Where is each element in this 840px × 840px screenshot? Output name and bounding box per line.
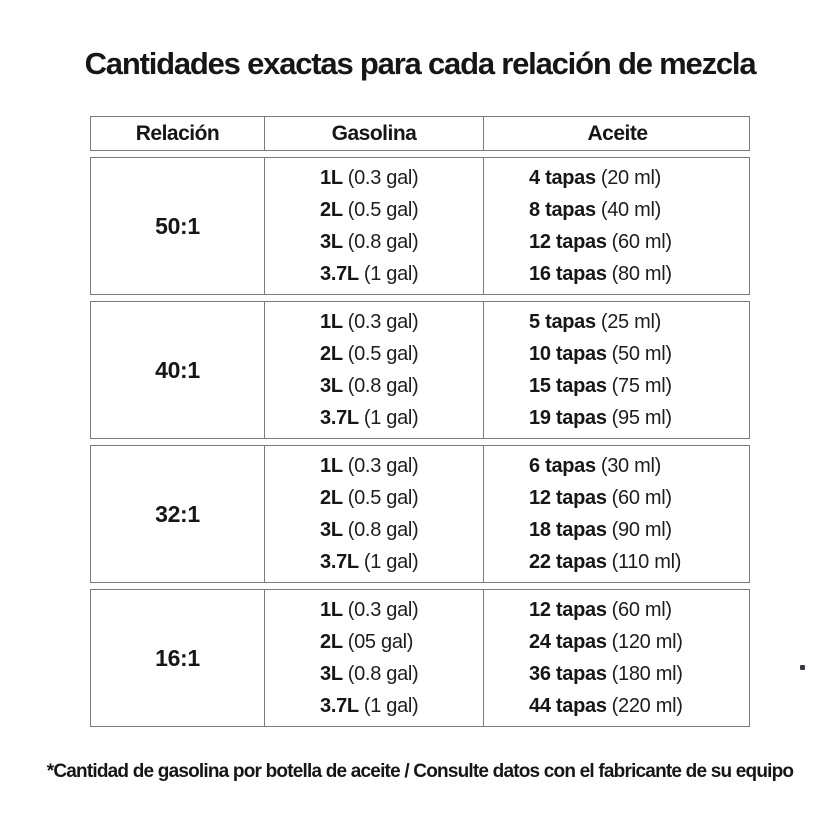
- ratio-cell: [91, 302, 264, 438]
- quantity: 12 tapas: [529, 231, 607, 253]
- conversion: (1 gal): [363, 551, 419, 573]
- aceite-line: [529, 594, 751, 626]
- quantity: 2L: [320, 343, 343, 365]
- conversion: (220 ml): [611, 695, 683, 717]
- conversion: (0.3 gal): [347, 311, 419, 333]
- conversion: (80 ml): [611, 263, 672, 285]
- aceite-line: [529, 482, 751, 514]
- gasolina-line: [320, 306, 483, 338]
- quantity: 16 tapas: [529, 263, 607, 285]
- conversion: (20 ml): [600, 167, 661, 189]
- quantity: 4 tapas: [529, 167, 596, 189]
- quantity: 1L: [320, 167, 343, 189]
- gasolina-line: [320, 450, 483, 482]
- conversion: (1 gal): [363, 695, 419, 717]
- aceite-line: [529, 370, 751, 402]
- gasolina-line: [320, 370, 483, 402]
- aceite-line: [529, 658, 751, 690]
- quantity: 3.7L: [320, 407, 359, 429]
- gasolina-line: [320, 402, 483, 434]
- gasolina-cell: [264, 158, 483, 294]
- aceite-line: [529, 258, 751, 290]
- aceite-line: [529, 162, 751, 194]
- aceite-line: [529, 690, 751, 722]
- quantity: 2L: [320, 487, 343, 509]
- table-row-40-1: [90, 301, 750, 439]
- aceite-cell: [483, 302, 751, 438]
- header-cell-gasolina: Gasolina: [264, 117, 483, 150]
- gasolina-line: [320, 594, 483, 626]
- page-title: Cantidades exactas para cada relación de mezcla: [84, 46, 756, 81]
- ratio-value: 32:1: [155, 500, 200, 527]
- conversion: (50 ml): [611, 343, 672, 365]
- gasolina-line: [320, 626, 483, 658]
- quantity: 3L: [320, 519, 343, 541]
- aceite-line: [529, 306, 751, 338]
- quantity: 3L: [320, 663, 343, 685]
- conversion: (1 gal): [363, 407, 419, 429]
- gasolina-cell: [264, 446, 483, 582]
- conversion: (40 ml): [600, 199, 661, 221]
- aceite-cell: [483, 446, 751, 582]
- aceite-line: [529, 194, 751, 226]
- gasolina-line: [320, 690, 483, 722]
- quantity: 8 tapas: [529, 199, 596, 221]
- quantity: 2L: [320, 631, 343, 653]
- conversion: (25 ml): [600, 311, 661, 333]
- gasolina-line: [320, 194, 483, 226]
- aceite-line: [529, 402, 751, 434]
- gasolina-line: [320, 658, 483, 690]
- conversion: (0.8 gal): [347, 663, 419, 685]
- quantity: 6 tapas: [529, 455, 596, 477]
- conversion: (30 ml): [600, 455, 661, 477]
- quantity: 36 tapas: [529, 663, 607, 685]
- conversion: (60 ml): [611, 599, 672, 621]
- ratio-cell: [91, 446, 264, 582]
- ratio-value: 50:1: [155, 212, 200, 239]
- aceite-cell: [483, 590, 751, 726]
- table-row-32-1: [90, 445, 750, 583]
- conversion: (95 ml): [611, 407, 672, 429]
- quantity: 18 tapas: [529, 519, 607, 541]
- quantity: 3L: [320, 231, 343, 253]
- conversion: (90 ml): [611, 519, 672, 541]
- gasolina-line: [320, 162, 483, 194]
- conversion: (0.3 gal): [347, 167, 419, 189]
- ratio-value: 16:1: [155, 644, 200, 671]
- conversion: (0.3 gal): [347, 455, 419, 477]
- aceite-line: [529, 514, 751, 546]
- gasolina-line: [320, 514, 483, 546]
- aceite-line: [529, 450, 751, 482]
- conversion: (120 ml): [611, 631, 683, 653]
- gasolina-cell: [264, 302, 483, 438]
- conversion: (180 ml): [611, 663, 683, 685]
- gasolina-line: [320, 258, 483, 290]
- ratio-cell: [91, 158, 264, 294]
- quantity: 44 tapas: [529, 695, 607, 717]
- gasolina-line: [320, 546, 483, 578]
- table-row-50-1: [90, 157, 750, 295]
- quantity: 1L: [320, 599, 343, 621]
- gasolina-line: [320, 338, 483, 370]
- quantity: 3.7L: [320, 551, 359, 573]
- conversion: (60 ml): [611, 231, 672, 253]
- ratio-value: 40:1: [155, 356, 200, 383]
- quantity: 22 tapas: [529, 551, 607, 573]
- conversion: (05 gal): [347, 631, 414, 653]
- aceite-line: [529, 626, 751, 658]
- quantity: 1L: [320, 455, 343, 477]
- quantity: 3.7L: [320, 695, 359, 717]
- quantity: 3.7L: [320, 263, 359, 285]
- quantity: 19 tapas: [529, 407, 607, 429]
- conversion: (1 gal): [363, 263, 419, 285]
- quantity: 5 tapas: [529, 311, 596, 333]
- table-row-16-1: [90, 589, 750, 727]
- aceite-line: [529, 546, 751, 578]
- conversion: (0.8 gal): [347, 375, 419, 397]
- quantity: 12 tapas: [529, 487, 607, 509]
- quantity: 12 tapas: [529, 599, 607, 621]
- aceite-line: [529, 226, 751, 258]
- conversion: (0.5 gal): [347, 343, 419, 365]
- conversion: (0.8 gal): [347, 231, 419, 253]
- conversion: (0.5 gal): [347, 487, 419, 509]
- aceite-cell: [483, 158, 751, 294]
- table-header-row: [90, 116, 750, 151]
- header-cell-aceite: Aceite: [483, 117, 751, 150]
- gasolina-line: [320, 226, 483, 258]
- artifact-dot: [800, 665, 805, 670]
- conversion: (60 ml): [611, 487, 672, 509]
- conversion: (0.5 gal): [347, 199, 419, 221]
- conversion: (0.8 gal): [347, 519, 419, 541]
- quantity: 10 tapas: [529, 343, 607, 365]
- gasolina-line: [320, 482, 483, 514]
- ratio-cell: [91, 590, 264, 726]
- conversion: (110 ml): [611, 551, 682, 573]
- quantity: 24 tapas: [529, 631, 607, 653]
- footnote: *Cantidad de gasolina por botella de aceite / Consulte datos con el fabricante de su equipo: [46, 761, 794, 782]
- mix-ratio-table: [90, 116, 750, 727]
- aceite-line: [529, 338, 751, 370]
- quantity: 15 tapas: [529, 375, 607, 397]
- conversion: (75 ml): [611, 375, 672, 397]
- header-cell-relacion: Relación: [135, 121, 220, 145]
- quantity: 1L: [320, 311, 343, 333]
- quantity: 3L: [320, 375, 343, 397]
- gasolina-cell: [264, 590, 483, 726]
- quantity: 2L: [320, 199, 343, 221]
- conversion: (0.3 gal): [347, 599, 419, 621]
